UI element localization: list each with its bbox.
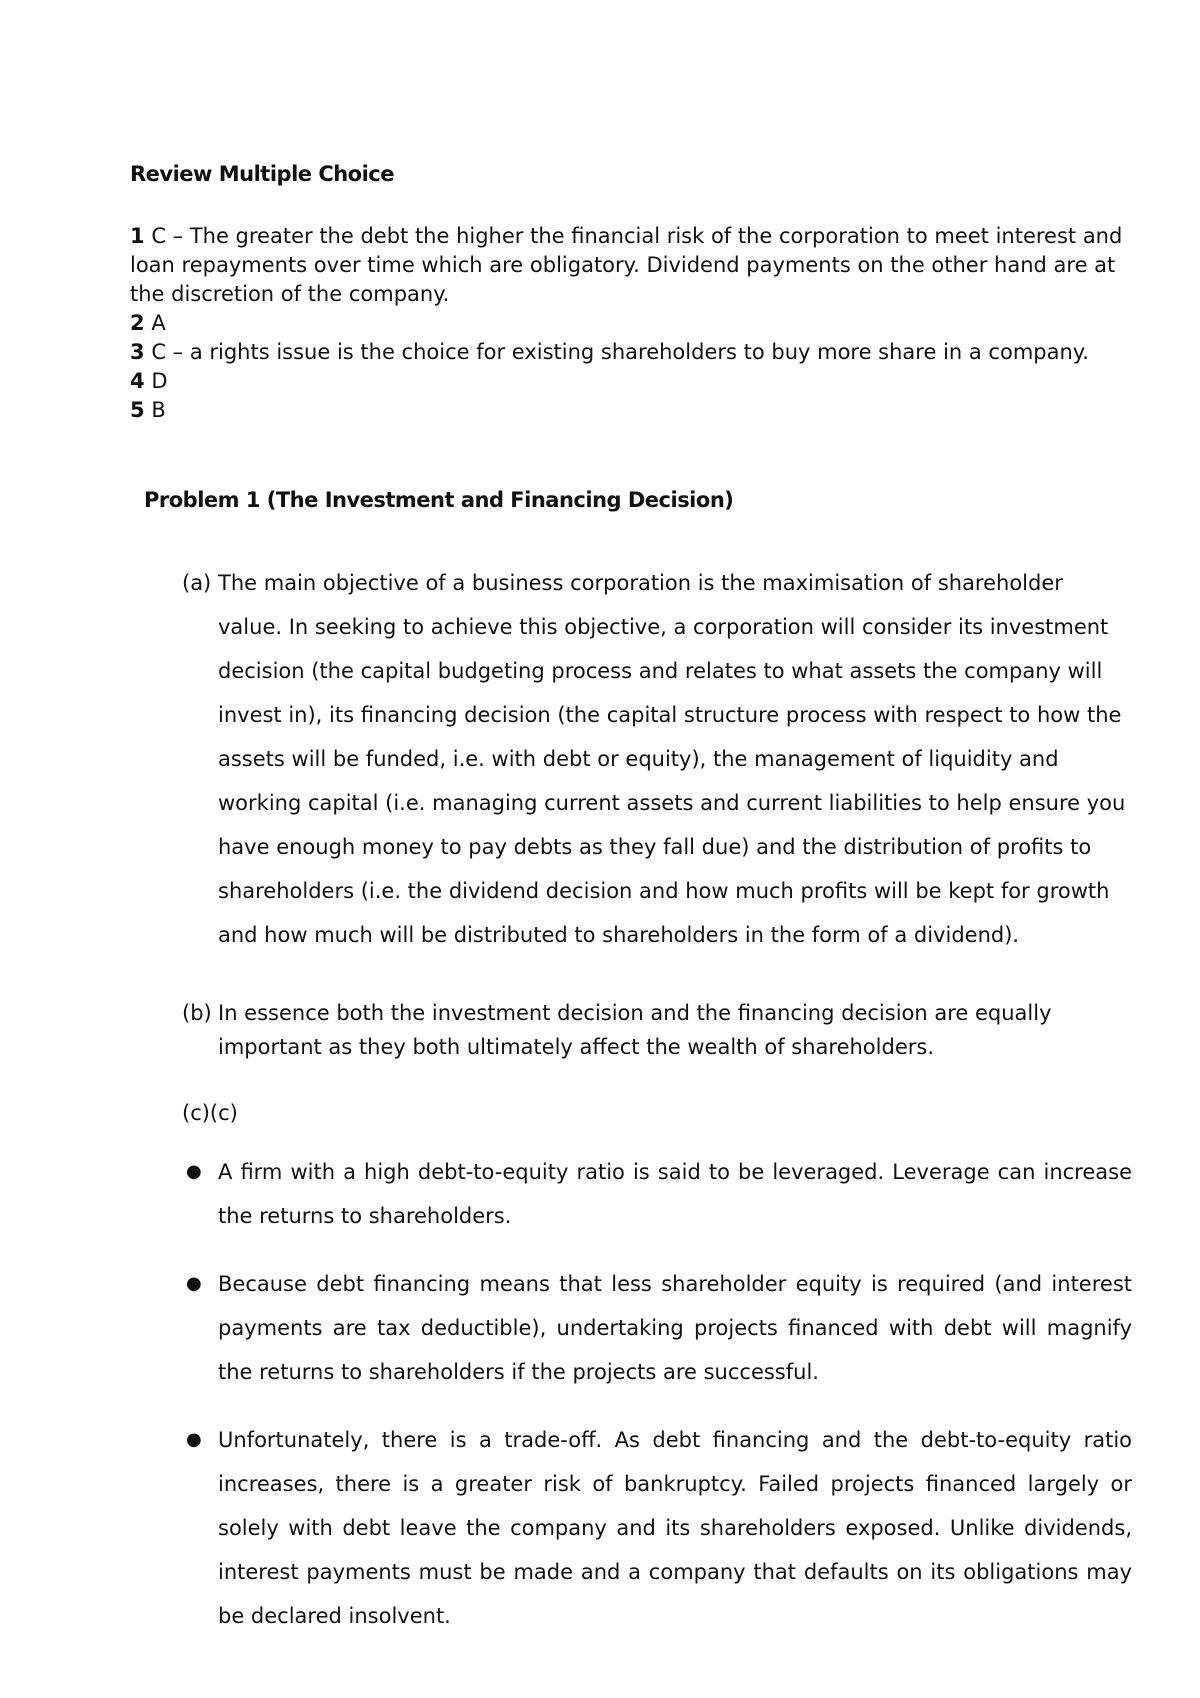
part-b-text: In essence both the investment decision and the financing decision are equally important as they both ultimately affect the wealth of shareholders. bbox=[218, 1001, 1052, 1059]
answer-1 bbox=[130, 222, 1130, 309]
list-item bbox=[182, 1262, 1132, 1394]
bullet-text: Because debt financing means that less shareholder equity is required (and interest payments are tax deductible), undertaking projects financed with debt will magnify the returns to shareholders if the projects are successful. bbox=[218, 1272, 1132, 1384]
answer-4 bbox=[130, 367, 1130, 396]
answer-text: C – The greater the debt the higher the financial risk of the corporation to meet interest and loan repayments over time which are obligatory. Dividend payments on the other hand are at the discretion of the company. bbox=[130, 224, 1123, 306]
bullet-icon: ● bbox=[186, 1273, 202, 1294]
answer-text: A bbox=[151, 311, 166, 335]
answer-text: D bbox=[151, 369, 168, 393]
answer-number: 4 bbox=[130, 369, 145, 393]
answer-5 bbox=[130, 396, 1130, 425]
part-c-label: (c)(c) bbox=[182, 1101, 238, 1125]
problem-1-heading: Problem 1 (The Investment and Financing Decision) bbox=[144, 488, 734, 512]
bullet-icon: ● bbox=[186, 1161, 202, 1182]
part-b bbox=[182, 996, 1132, 1064]
answer-number: 3 bbox=[130, 340, 145, 364]
review-heading: Review Multiple Choice bbox=[130, 162, 394, 186]
list-item bbox=[182, 1150, 1132, 1238]
part-a-text: The main objective of a business corporation is the maximisation of shareholder value. In seeking to achieve this objective, a corporation will consider its investment decision (the capital budgeting process and relates to what assets the company will invest in), its financing decision (the capital structure process with respect to how the assets will be funded, i.e. with debt or equity), the management of liquidity and working capital (i.e. managing current assets and current liabilities to help ensure you have enough money to pay debts as they fall due) and the distribution of profits to shareholders (i.e. the dividend decision and how much profits will be kept for growth and how much will be distributed to shareholders in the form of a dividend). bbox=[218, 571, 1126, 947]
part-c-bullets bbox=[182, 1150, 1132, 1662]
answer-3 bbox=[130, 338, 1130, 367]
part-a-label: (a) bbox=[182, 571, 212, 595]
answer-text: C – a rights issue is the choice for existing shareholders to buy more share in a company. bbox=[151, 340, 1089, 364]
multiple-choice-answers bbox=[130, 222, 1130, 425]
answer-number: 1 bbox=[130, 224, 145, 248]
bullet-text: Unfortunately, there is a trade-off. As debt financing and the debt-to-equity ratio increases, there is a greater risk of bankruptcy. Failed projects financed largely or solely with debt leave the company and its shareholders exposed. Unlike dividends, interest payments must be made and a company that defaults on its obligations may be declared insolvent. bbox=[218, 1428, 1132, 1628]
part-a bbox=[182, 568, 1132, 957]
part-b-label: (b) bbox=[182, 1001, 212, 1025]
answer-2 bbox=[130, 309, 1130, 338]
bullet-icon: ● bbox=[186, 1429, 202, 1450]
bullet-text: A firm with a high debt-to-equity ratio is said to be leveraged. Leverage can increase the returns to shareholders. bbox=[218, 1160, 1132, 1228]
list-item bbox=[182, 1418, 1132, 1638]
answer-number: 5 bbox=[130, 398, 145, 422]
answer-text: B bbox=[151, 398, 166, 422]
answer-number: 2 bbox=[130, 311, 145, 335]
